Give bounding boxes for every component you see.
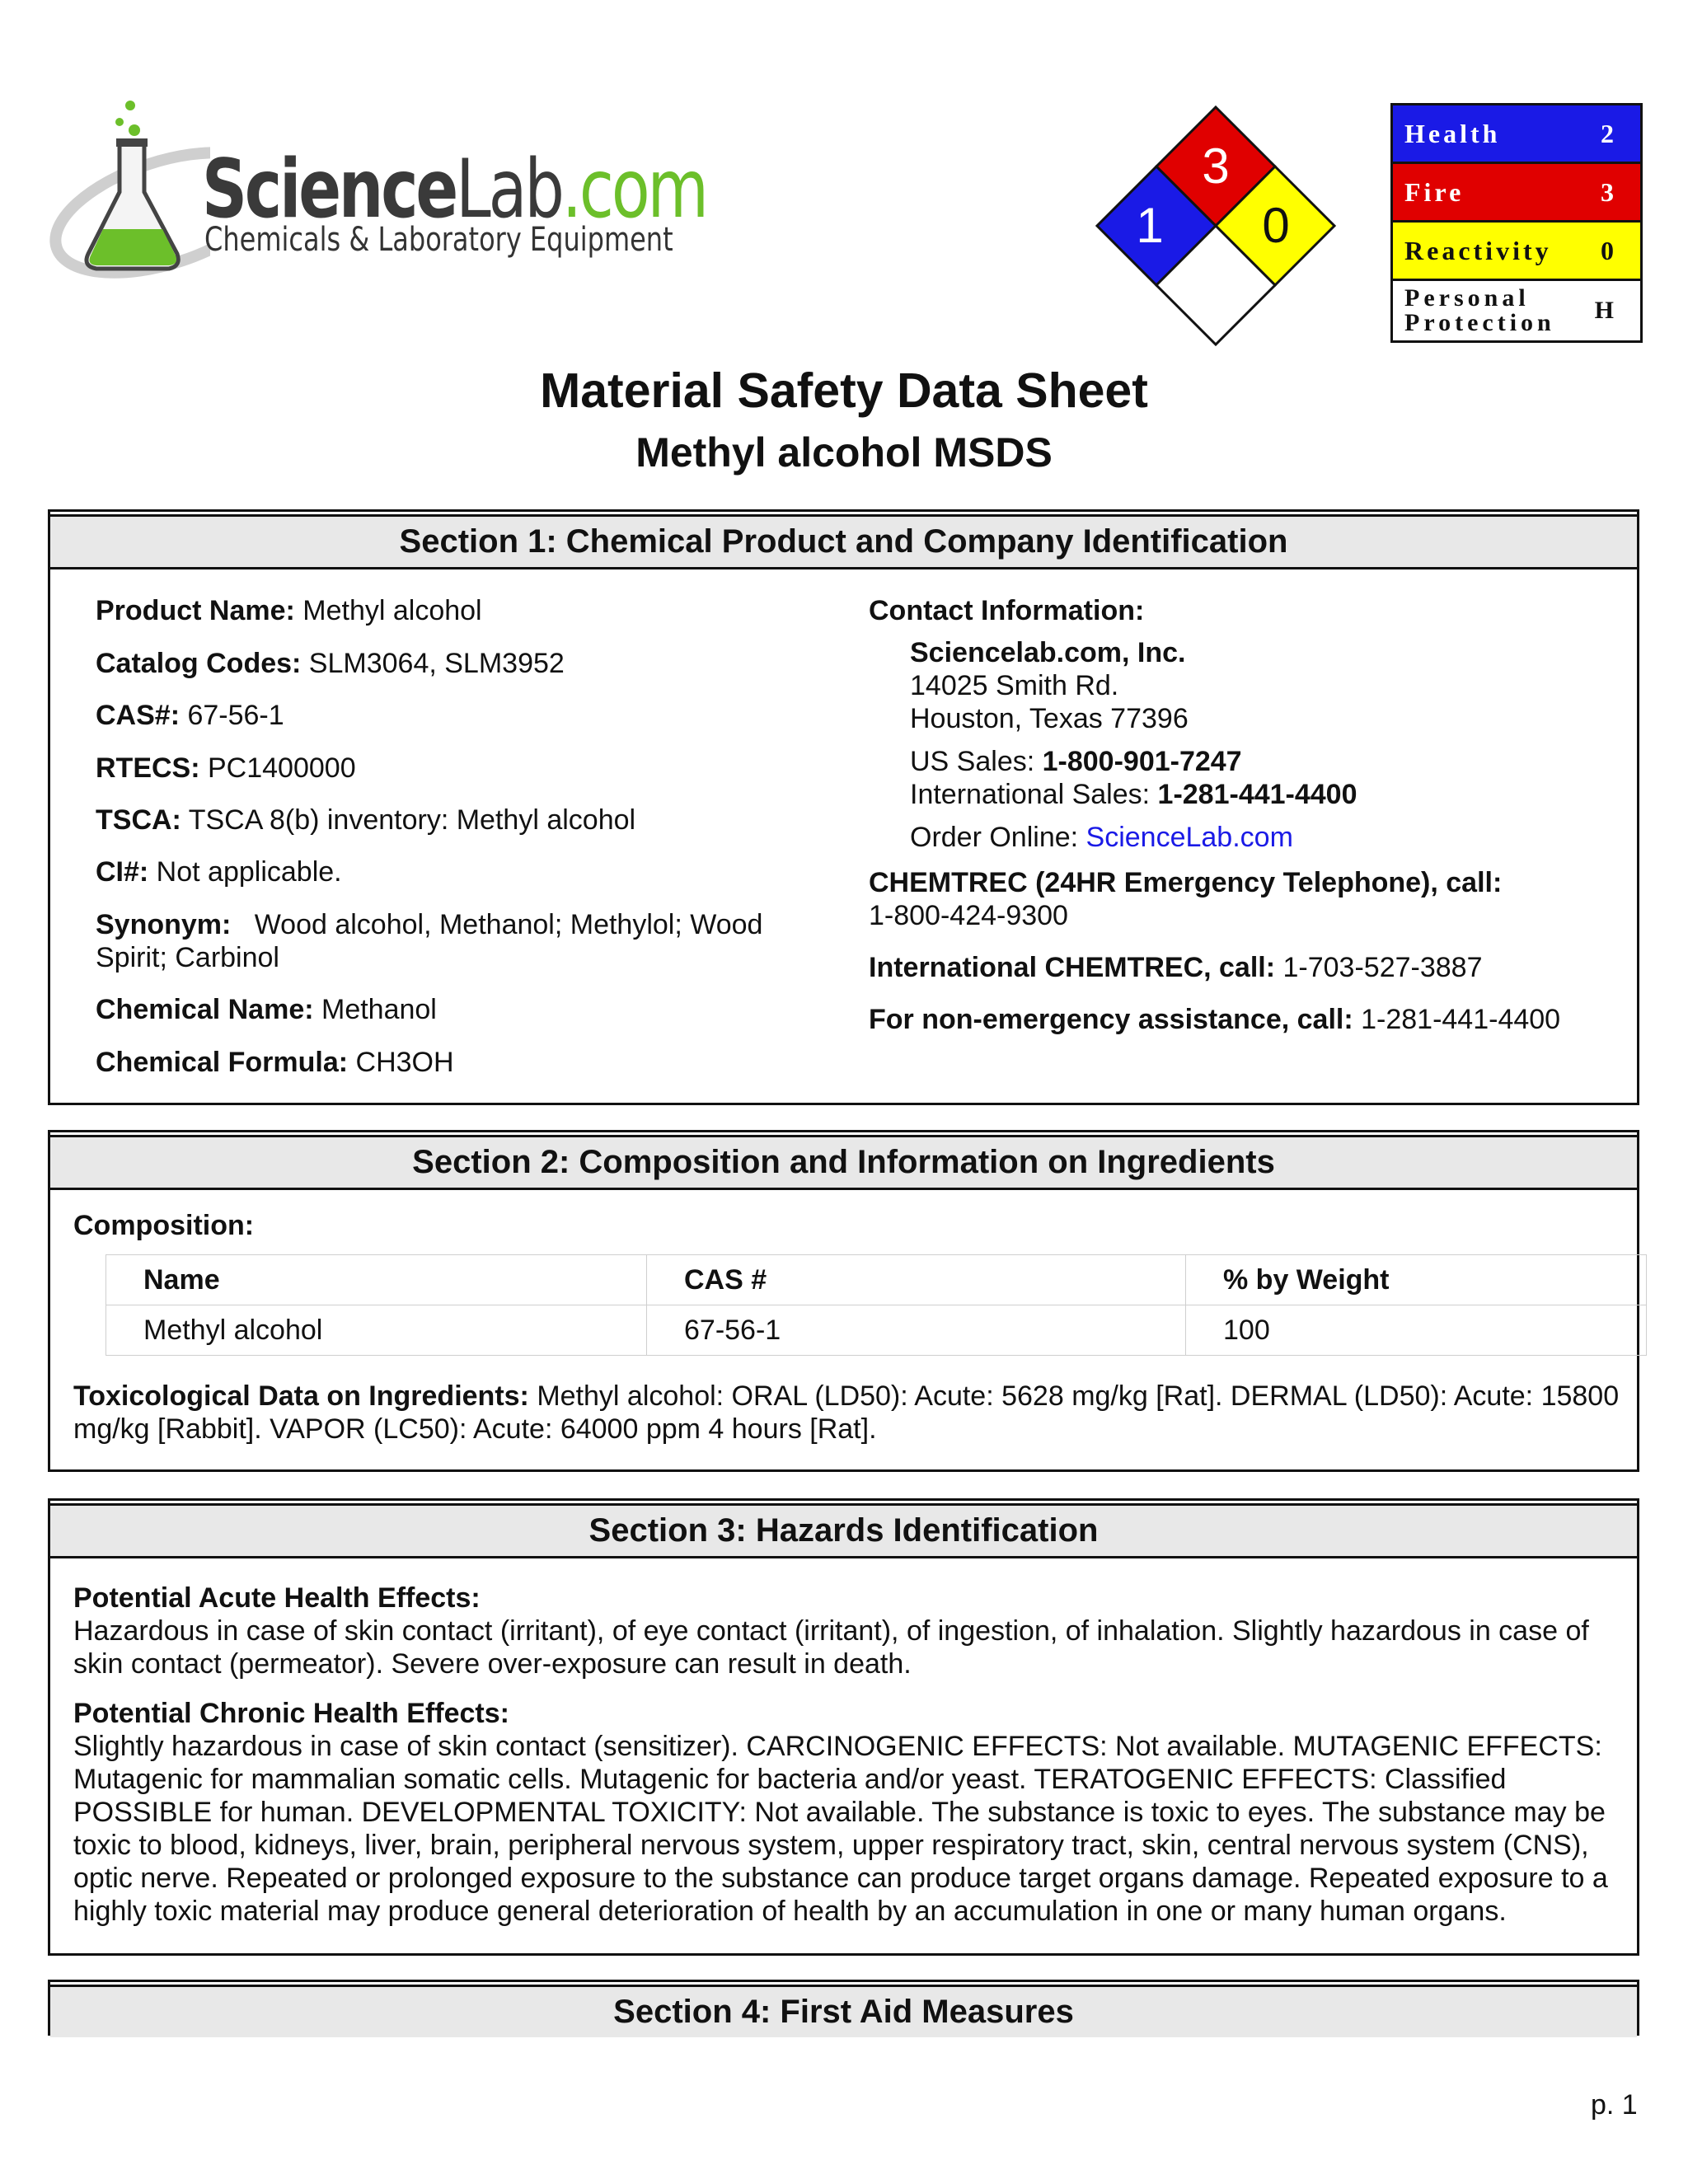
section-heading: Section 3: Hazards Identification [50,1503,1637,1558]
hmis-reactivity-value: 0 [1601,235,1617,265]
cell-name: Methyl alcohol [106,1305,647,1356]
nfpa-health-value: 1 [1136,198,1164,253]
nfpa-flammability-value: 3 [1202,138,1230,194]
non-emergency-assistance: For non-emergency assistance, call: 1-281-441-4400 [869,1004,1561,1035]
section-1 [48,509,1639,1105]
hmis-health-value: 2 [1601,118,1617,148]
acute-health-effects: Potential Acute Health Effects: Hazardous in case of skin contact (irritant), of eye contact (irritant), of ingestion, of inhalation. Slightly hazardous in case of skin contact (permeator). Severe over-exposure can result in death. [73,1582,1589,1680]
section-3 [48,1498,1639,1956]
column-header-cas: CAS # [647,1255,1186,1305]
nfpa-reactivity-value: 0 [1262,198,1290,253]
hmis-reactivity-label: Reactivity [1404,235,1552,265]
company-name: Sciencelab.com, Inc. [910,637,1186,668]
international-chemtrec: International CHEMTREC, call: 1-703-527-3887 [869,952,1483,983]
address-line-1: 14025 Smith Rd. [910,670,1119,701]
page-number: p. 1 [1591,2089,1638,2121]
catalog-codes-field: Catalog Codes: SLM3064, SLM3952 [96,648,565,679]
synonym-field-cont: Spirit; Carbinol [96,942,279,973]
page-title: Material Safety Data Sheet [540,363,1148,418]
flask-icon [45,97,210,287]
column-header-weight: % by Weight [1186,1255,1647,1305]
hmis-health-label: Health [1404,118,1501,148]
product-name-field: Product Name: Methyl alcohol [96,595,482,626]
us-sales: US Sales: 1-800-901-7247 [910,746,1242,777]
nfpa-diamond [1092,105,1339,353]
hmis-pp-label: Personal Protection [1404,284,1555,336]
chemical-name-field: Chemical Name: Methanol [96,994,437,1025]
hmis-personal-protection-row [1393,281,1640,340]
hmis-fire-value: 3 [1601,176,1617,207]
order-online: Order Online: ScienceLab.com [910,822,1293,853]
section-heading: Section 2: Composition and Information on Ingredients [50,1135,1637,1190]
hmis-pp-value: H [1594,297,1617,324]
contact-heading: Contact Information: [869,595,1145,626]
address-line-2: Houston, Texas 77396 [910,703,1189,734]
table-header-row [106,1255,1647,1305]
sciencelab-logo [45,97,706,287]
synonym-field: Synonym: Wood alcohol, Methanol; Methylol; Wood [96,909,763,940]
hmis-rating-table [1390,103,1643,343]
toxicological-data: Toxicological Data on Ingredients: Methyl alcohol: ORAL (LD50): Acute: 5628 mg/kg [Rat]. DERMAL (LD50): Acute: 15800 mg/kg [Rabbit]. VAPOR (LC50): Acute: 64000 ppm 4 hours [Rat]. [73,1380,1620,1445]
ci-field: CI#: Not applicable. [96,856,342,888]
section-4 [48,1980,1639,2036]
composition-table [106,1254,1647,1356]
rtecs-field: RTECS: PC1400000 [96,752,356,784]
tsca-field: TSCA: TSCA 8(b) inventory: Methyl alcohol [96,804,636,836]
chemtrec-label: CHEMTREC (24HR Emergency Telephone), call: [869,867,1503,898]
section-2 [48,1130,1639,1472]
section-heading: Section 1: Chemical Product and Company Identification [50,514,1637,569]
page-subtitle: Methyl alcohol MSDS [635,429,1053,476]
brand-tagline: Chemicals & Laboratory Equipment [204,221,673,259]
column-header-name: Name [106,1255,647,1305]
table-row [106,1305,1647,1356]
cas-field: CAS#: 67-56-1 [96,700,284,731]
hmis-fire-label: Fire [1404,176,1465,207]
hmis-health-row [1393,105,1640,164]
sciencelab-link[interactable]: ScienceLab.com [1085,822,1293,853]
chemical-formula-field: Chemical Formula: CH3OH [96,1047,454,1078]
chronic-health-effects: Potential Chronic Health Effects: Slightly hazardous in case of skin contact (sensitizer). CARCINOGENIC EFFECTS: Not available. MUTAGENIC EFFECTS: Mutagenic for mammalian somatic cells. Mutagenic for bacteria and/or yeast. TERATOGENIC EFFECTS: Classified POSSIBLE for human. DEVELOPMENTAL TOXICITY: Not available. The substance is toxic to eyes. The substance may be toxic to blood, kidneys, liver, brain, peripheral nervous system, upper respiratory tract, skin, central nervous system (CNS), optic nerve. Repeated or prolonged exposure to the substance can produce target organs damage. Repeated exposure to a highly toxic material may produce general deterioration of health by an accumulation in one or many human organs. [73,1698,1608,1927]
hmis-fire-row [1393,164,1640,223]
section-heading: Section 4: First Aid Measures [50,1985,1637,2037]
composition-label: Composition: [73,1210,255,1241]
cell-weight: 100 [1186,1305,1647,1356]
brand-name: ScienceLab.com [202,143,706,237]
hmis-reactivity-row [1393,223,1640,281]
cell-cas: 67-56-1 [647,1305,1186,1356]
chemtrec-number: 1-800-424-9300 [869,900,1068,931]
international-sales: International Sales: 1-281-441-4400 [910,779,1357,810]
